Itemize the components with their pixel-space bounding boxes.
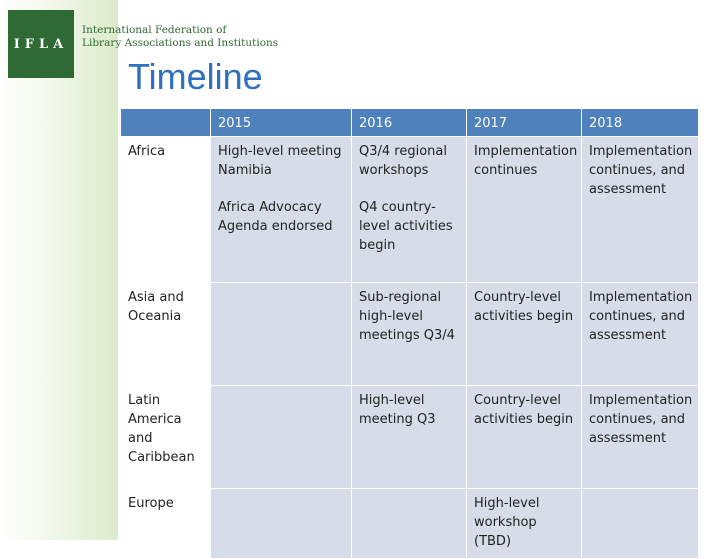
page-title: Timeline — [128, 56, 263, 97]
timeline-cell — [211, 137, 352, 283]
table-row — [121, 283, 699, 386]
column-header: 2015 — [211, 109, 352, 137]
timeline-cell — [467, 137, 582, 283]
column-header: 2018 — [582, 109, 699, 137]
column-header — [121, 109, 211, 137]
timeline-cell — [467, 386, 582, 489]
timeline-cell — [467, 283, 582, 386]
organization-name — [82, 24, 282, 50]
ifla-logo — [8, 10, 74, 78]
cell-entry: Implementation continues, and assessment — [589, 290, 693, 343]
region-cell: Africa — [121, 137, 211, 283]
cell-entry: Implementation continues, and assessment — [589, 393, 693, 446]
region-cell: Europe — [121, 489, 211, 559]
cell-entry: Sub-regional high-level meetings Q3/4 — [359, 290, 455, 343]
cell-entry: Q3/4 regional workshops — [359, 144, 447, 178]
timeline-cell — [582, 489, 699, 559]
timeline-cell — [582, 386, 699, 489]
cell-entry: High-level workshop (TBD) — [474, 496, 540, 549]
timeline-cell — [352, 137, 467, 283]
timeline-cell — [582, 283, 699, 386]
timeline-cell — [352, 283, 467, 386]
timeline-cell — [352, 386, 467, 489]
timeline-cell — [211, 386, 352, 489]
timeline-cell — [211, 283, 352, 386]
cell-entry: Country-level activities begin — [474, 290, 574, 324]
table-header-row — [121, 109, 699, 137]
cell-entry: Implementation continues, and assessment — [589, 144, 693, 197]
org-name-line-1: International Federation of — [82, 24, 227, 36]
table-row — [121, 137, 699, 283]
cell-entry: Implementation continues — [474, 144, 578, 178]
cell-entry: High-level meeting Q3 — [359, 393, 436, 427]
cell-entry: Country-level activities begin — [474, 393, 574, 427]
logo-text: IFLA — [13, 36, 69, 52]
left-decorative-bar — [0, 0, 118, 540]
timeline-table — [120, 108, 699, 559]
region-cell: Asia and Oceania — [121, 283, 211, 386]
timeline-cell — [582, 137, 699, 283]
cell-entry: Q4 country-level activities begin — [359, 200, 453, 253]
timeline-cell — [211, 489, 352, 559]
table-row — [121, 386, 699, 489]
timeline-cell — [467, 489, 582, 559]
timeline-cell — [352, 489, 467, 559]
org-name-line-2: Library Associations and Institutions — [82, 37, 279, 49]
column-header: 2017 — [467, 109, 582, 137]
cell-entry: High-level meeting Namibia — [218, 144, 342, 178]
column-header: 2016 — [352, 109, 467, 137]
cell-entry: Africa Advocacy Agenda endorsed — [218, 200, 333, 234]
region-cell: Latin America and Caribbean — [121, 386, 211, 489]
table-row — [121, 489, 699, 559]
